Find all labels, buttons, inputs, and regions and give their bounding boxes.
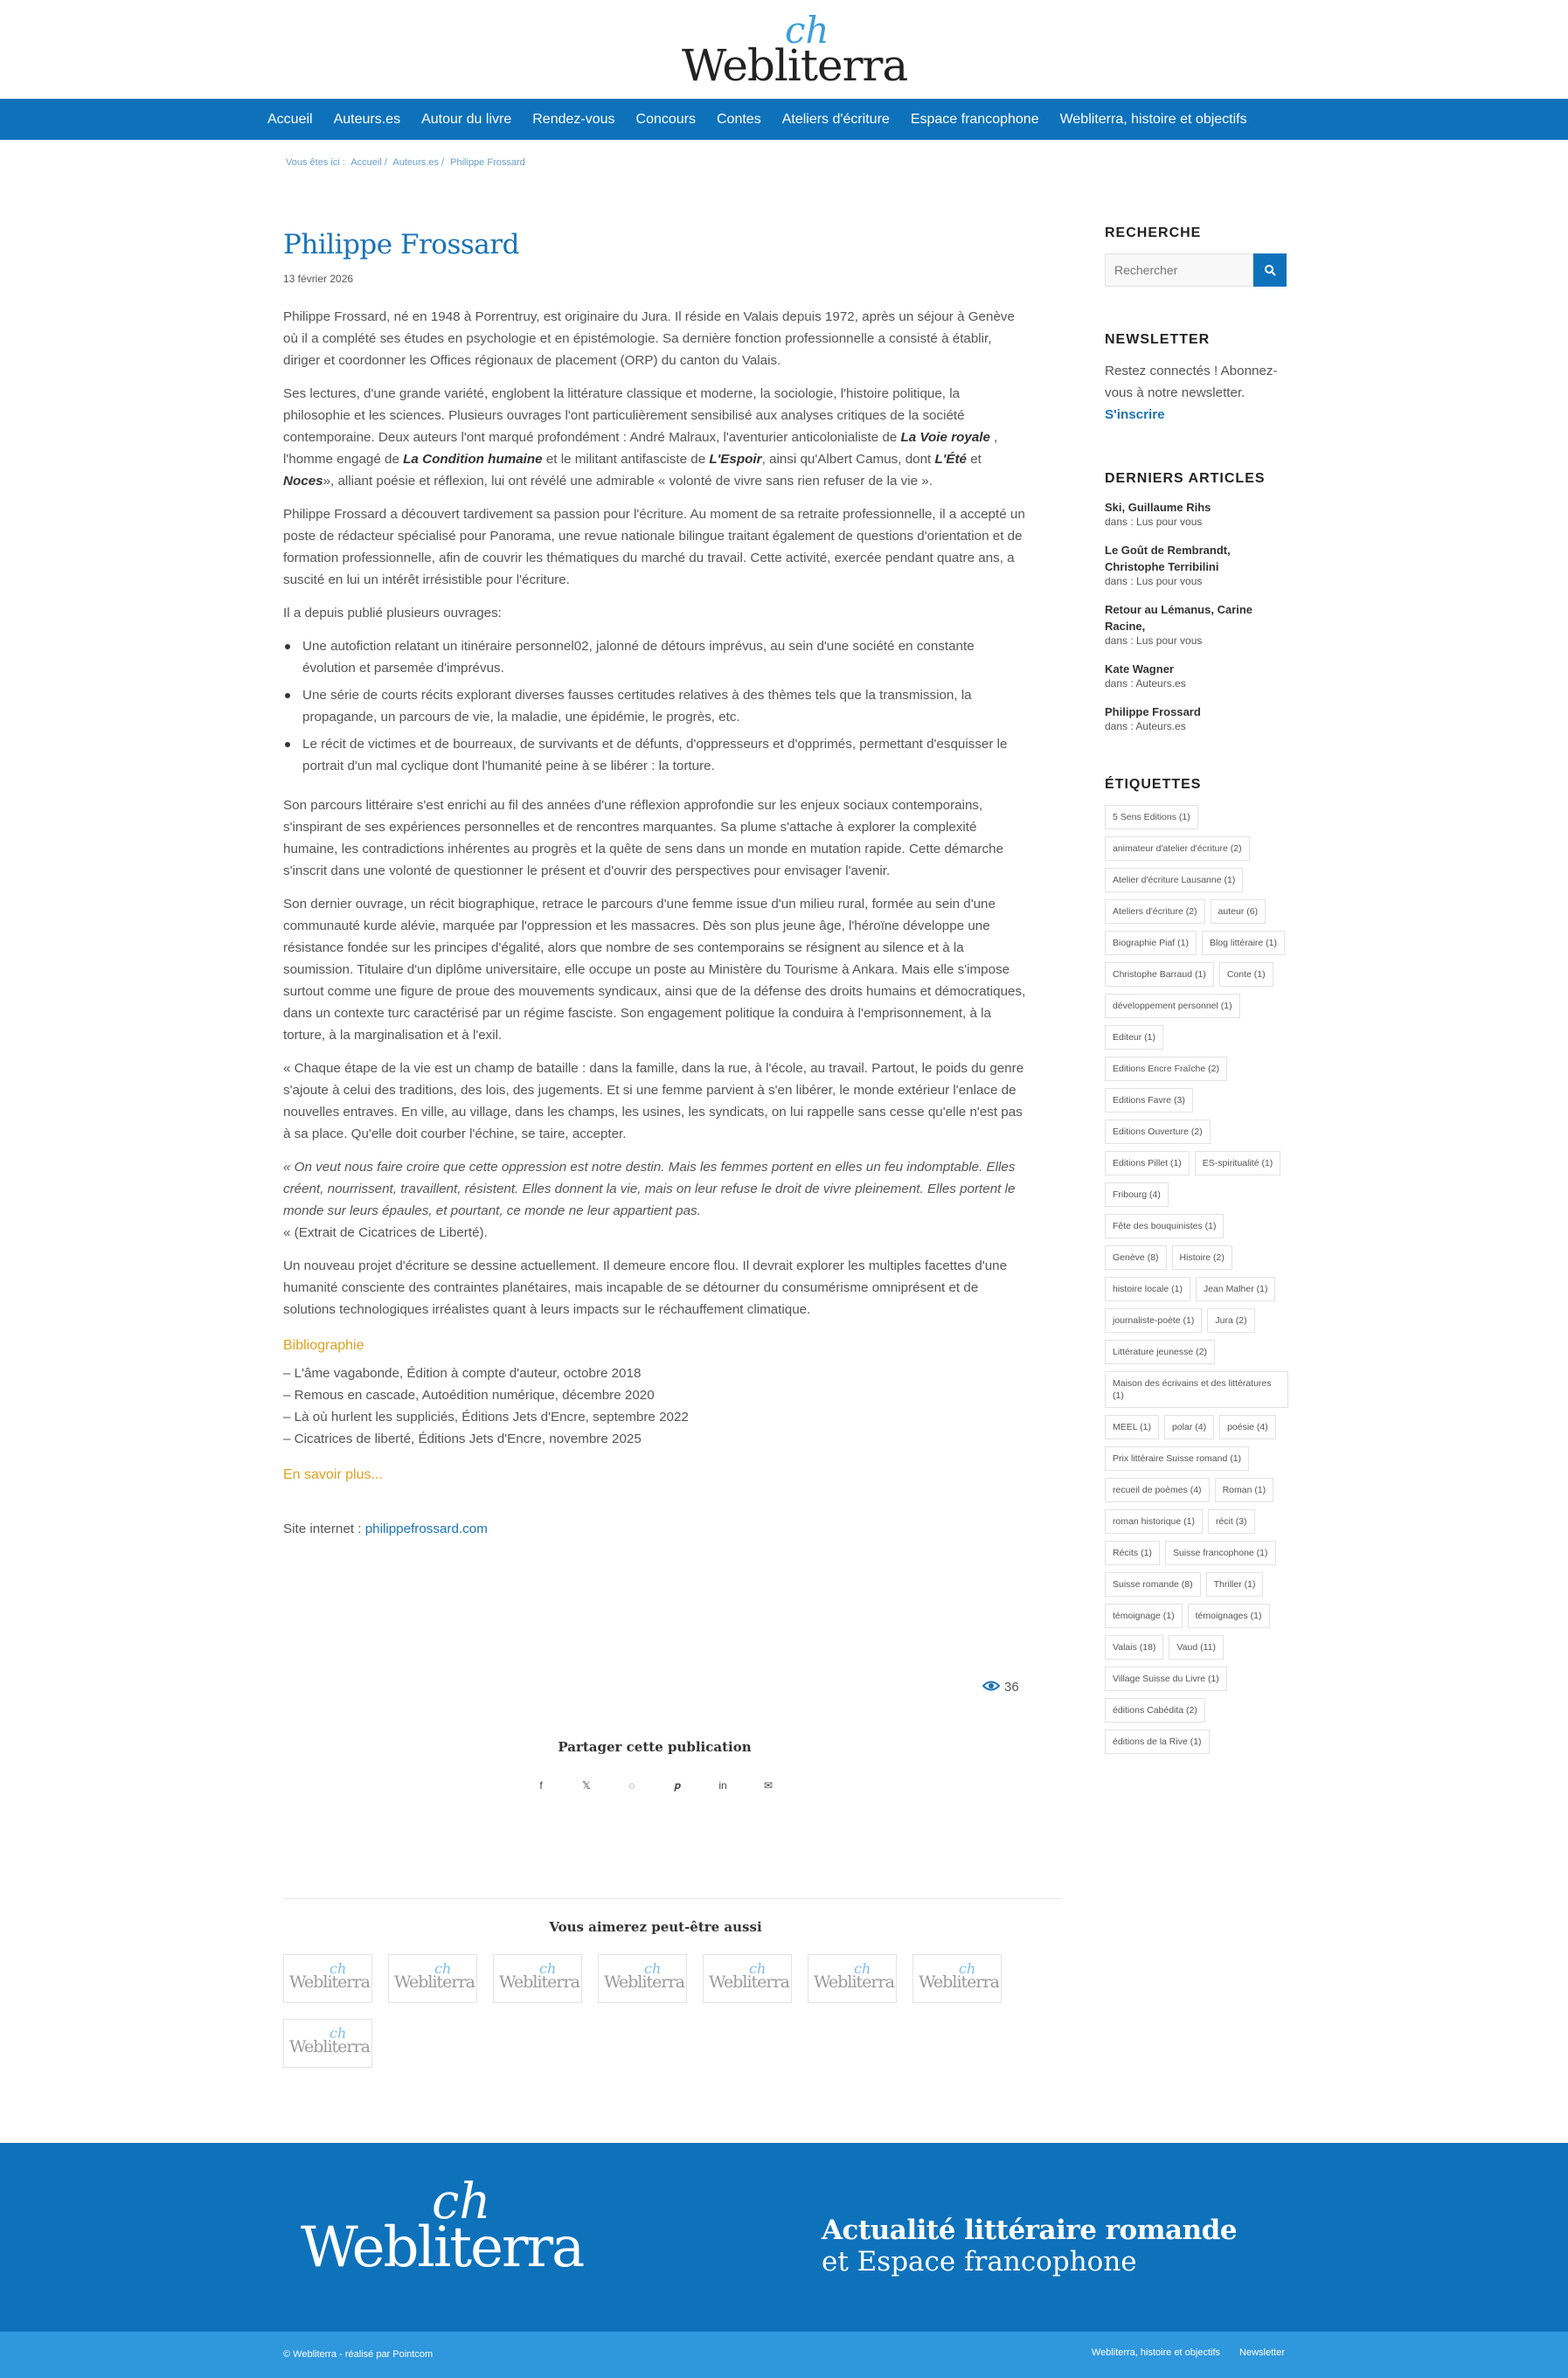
tag-link[interactable]: Blog littéraire (1): [1202, 931, 1285, 955]
paragraph: Philippe Frossard, né en 1948 à Porrentruy, est originaire du Jura. Il réside en Valais depuis 1972, après un séjour à Genève où il a complété ses études en psychologie et en épistémologie. Sa dernière fonction professionnelle a consisté à établir, diriger et coordonner les Offices régionaux de placement (ORP) du canton du Valais.: [283, 309, 1015, 368]
footer-tagline: Actualité littéraire romande et Espace francophone: [822, 2215, 1238, 2277]
recent-article-title[interactable]: Ski, Guillaume Rihs: [1105, 501, 1211, 514]
recent-article[interactable]: [1105, 704, 1288, 733]
website-link[interactable]: philippefrossard.com: [364, 1522, 488, 1536]
related-thumbnail[interactable]: ch Webliterra: [283, 1954, 372, 2003]
footer-link-histoire[interactable]: Webliterra, histoire et objectifs: [1091, 2347, 1221, 2358]
related-thumbnail[interactable]: ch Webliterra: [703, 1954, 792, 2003]
breadcrumb-prefix: Vous êtes ici :: [286, 157, 345, 168]
bibliography-item: – Cicatrices de liberté, Éditions Jets d'Encre, novembre 2025: [283, 1432, 642, 1446]
search-input[interactable]: [1105, 253, 1253, 287]
tag-link[interactable]: éditions de la Rive (1): [1105, 1730, 1210, 1754]
divider: [283, 1898, 1063, 1899]
share-title: Partager cette publication: [558, 1739, 752, 1755]
paragraph: Il a depuis publié plusieurs ouvrages:: [283, 606, 502, 620]
tag-link[interactable]: Histoire (2): [1172, 1245, 1232, 1270]
newsletter-title: NEWSLETTER: [1105, 332, 1211, 347]
tag-cloud: [1105, 805, 1288, 1754]
bibliography: [283, 1362, 1026, 1450]
pinterest-icon[interactable]: 𝒑: [674, 1779, 681, 1792]
recent-article-title[interactable]: Kate Wagner: [1105, 662, 1174, 676]
tag-link[interactable]: témoignage (1): [1105, 1604, 1183, 1628]
nav-item[interactable]: Espace francophone: [910, 111, 1039, 127]
article: [283, 229, 1026, 1536]
tag-link[interactable]: Editeur (1): [1105, 1025, 1163, 1050]
tag-link[interactable]: animateur d'atelier d'écriture (2): [1105, 836, 1250, 861]
read-more-link[interactable]: En savoir plus...: [283, 1467, 383, 1482]
website-line: Site internet : philippefrossard.com: [283, 1522, 488, 1536]
nav-item[interactable]: Rendez-vous: [532, 111, 615, 127]
whatsapp-icon[interactable]: ◌: [628, 1779, 635, 1792]
nav-item[interactable]: Webliterra, histoire et objectifs: [1059, 111, 1247, 127]
tag-link[interactable]: Fête des bouquinistes (1): [1105, 1214, 1224, 1238]
footer-logo[interactable]: ch Webliterra: [301, 2173, 584, 2280]
breadcrumb-current: Philippe Frossard: [450, 157, 525, 168]
tag-link[interactable]: Editions Ouverture (2): [1105, 1120, 1211, 1144]
tag-link[interactable]: ES-spiritualité (1): [1195, 1151, 1281, 1175]
tag-link[interactable]: Biographie Piaf (1): [1105, 931, 1197, 955]
tag-link[interactable]: Thriller (1): [1206, 1572, 1264, 1597]
main-nav: [0, 99, 1568, 140]
paragraph: Son parcours littéraire s'est enrichi au fil des années d'une réflexion approfondie sur les enjeux sociaux contemporains, s'inspirant de ses expériences personnelles et de rencontres marquantes. Sa plume s'attache à explorer la complexité humaine, les contradictions inhérentes au progrès et la quête de sens dans un monde en mutation rapide. Cette démarche s'inscrit dans une volonté de questionner le présent et d'ouvrir des perspectives pour envisager l'avenir.: [283, 798, 1004, 878]
tag-link[interactable]: Prix littéraire Suisse romand (1): [1105, 1446, 1249, 1471]
related-thumbnail[interactable]: ch Webliterra: [493, 1954, 582, 2003]
search-button[interactable]: [1253, 253, 1287, 287]
recent-article[interactable]: [1105, 601, 1288, 648]
tag-link[interactable]: recueil de poèmes (4): [1105, 1478, 1210, 1502]
paragraph: Son dernier ouvrage, un récit biographique, retrace le parcours d'une femme issue d'un milieu rural, formée au sein d'une communauté kurde alévie, marquée par l'oppression et les massacres. Dès son plus jeune âge, l'héroïne développe une résistance fondée sur les principes d'égalité, alors que nombre de ses contemporains se résignent au silence et à la soumission. Titulaire d'un diplôme universitaire, elle occupe un poste au Ministère du Tourisme à Ankara. Mais elle s'impose surtout comme une figure de proue des mouvements syndicaux, ainsi que de la défense des droits humains et démocratiques, dans un contexte turc caractérisé par un régime fasciste. Son engagement politique la conduira à l'emprisonnement, à la torture, à la marginalisation et à l'exil.: [283, 897, 1026, 1043]
related-posts: [283, 1919, 1063, 2068]
tag-link[interactable]: poésie (4): [1219, 1415, 1276, 1439]
footer-link-newsletter[interactable]: Newsletter: [1239, 2347, 1285, 2358]
tag-link[interactable]: Atelier d'écriture Lausanne (1): [1105, 868, 1243, 892]
tag-link[interactable]: histoire locale (1): [1105, 1277, 1190, 1301]
recent-article-title[interactable]: Philippe Frossard: [1105, 705, 1201, 718]
tag-link[interactable]: Jean Malher (1): [1196, 1277, 1276, 1301]
tag-link[interactable]: Littérature jeunesse (2): [1105, 1340, 1215, 1364]
view-count: [982, 1680, 1019, 1695]
linkedin-icon[interactable]: in: [718, 1779, 727, 1792]
tag-link[interactable]: polar (4): [1164, 1415, 1214, 1439]
tag-link[interactable]: Editions Pillet (1): [1105, 1151, 1190, 1175]
tag-link[interactable]: Genève (8): [1105, 1245, 1167, 1270]
share-section: [283, 1739, 1026, 1792]
list-item: Le récit de victimes et de bourreaux, de survivants et de défunts, d'oppresseurs et d'opprimés, permettant d'esquisser le portrait d'un mal cyclique dont l'humanité peine à se libérer : la torture.: [302, 733, 1026, 777]
tag-link[interactable]: Suisse romande (8): [1105, 1572, 1201, 1597]
related-title: Vous aimerez peut-être aussi: [549, 1919, 762, 1935]
articles-title: DERNIERS ARTICLES: [1105, 471, 1266, 486]
breadcrumb-home[interactable]: Accueil: [350, 157, 382, 168]
tag-link[interactable]: 5 Sens Editions (1): [1105, 805, 1198, 829]
view-count-value: 36: [1004, 1680, 1019, 1695]
search-form: [1105, 253, 1288, 287]
recent-article-title[interactable]: Retour au Lémanus, Carine Racine,: [1105, 603, 1253, 633]
tag-link[interactable]: Conte (1): [1219, 962, 1273, 987]
tag-link[interactable]: Editions Encre Fraîche (2): [1105, 1057, 1227, 1081]
recent-articles: [1105, 499, 1288, 733]
tag-link[interactable]: roman historique (1): [1105, 1509, 1203, 1534]
subscribe-link[interactable]: S'inscrire: [1105, 407, 1165, 422]
recent-article-category: dans : Auteurs.es: [1105, 720, 1186, 732]
recent-article-category: dans : Auteurs.es: [1105, 677, 1186, 690]
bibliography-item: – Là où hurlent les suppliciés, Éditions Jets d'Encre, septembre 2022: [283, 1410, 689, 1425]
bibliography-item: – Remous en cascade, Autoédition numérique, décembre 2020: [283, 1388, 655, 1403]
related-thumbnail[interactable]: ch Webliterra: [912, 1954, 1002, 2003]
mail-icon[interactable]: ✉: [763, 1779, 774, 1792]
tag-link[interactable]: Jura (2): [1207, 1308, 1254, 1333]
search-title: RECHERCHE: [1105, 225, 1202, 240]
newsletter: [1105, 360, 1288, 426]
footer-bottom: [0, 2332, 1568, 2378]
recent-article-category: dans : Lus pour vous: [1105, 634, 1203, 647]
page-title: Philippe Frossard: [283, 229, 519, 260]
tag-link[interactable]: Village Suisse du Livre (1): [1105, 1667, 1227, 1691]
related-thumbnail[interactable]: ch Webliterra: [283, 2019, 372, 2068]
tag-link[interactable]: Valais (18): [1105, 1635, 1163, 1660]
breadcrumb: [286, 157, 529, 168]
bibliography-item: – L'âme vagabonde, Édition à compte d'auteur, octobre 2018: [283, 1366, 642, 1381]
tag-link[interactable]: MEEL (1): [1105, 1415, 1159, 1439]
nav-item[interactable]: Concours: [635, 111, 696, 127]
recent-article-title[interactable]: Le Goût de Rembrandt, Christophe Terribilini: [1105, 544, 1231, 573]
tag-link[interactable]: Suisse francophone (1): [1165, 1541, 1276, 1565]
breadcrumb-sep: /: [441, 157, 445, 168]
nav-item[interactable]: Autour du livre: [421, 111, 512, 127]
list-item: Une série de courts récits explorant diverses fausses certitudes relatives à des thèmes tels que la transmission, la propagande, un parcours de vie, la maladie, une épidémie, le progrès, etc.: [302, 684, 1026, 728]
recent-article[interactable]: [1105, 661, 1288, 690]
facebook-icon[interactable]: f: [539, 1779, 543, 1792]
copyright: © Webliterra - réalisé par Pointcom: [283, 2349, 434, 2360]
article-date: 13 février 2026: [283, 273, 354, 285]
logo-ch: ch: [785, 9, 829, 52]
recent-article[interactable]: [1105, 499, 1288, 529]
quote: « On veut nous faire croire que cette oppression est notre destin. Mais les femmes portent en elles un feu indomptable. Elles créent, nourrissent, travaillent, résistent. Elles donnent la vie, mais on leur refuse le droit de vivre pleinement. Elles portent le monde sur leurs épaules, et pourtant, ce monde ne leur appartient pas. « (Extrait de Cicatrices de Liberté).: [283, 1160, 1016, 1240]
nav-item[interactable]: Ateliers d'écriture: [781, 111, 890, 127]
sidebar: [1105, 225, 1288, 1754]
tag-link[interactable]: Editions Favre (3): [1105, 1088, 1193, 1113]
tag-link[interactable]: auteur (6): [1211, 899, 1266, 924]
logo-word: Webliterra: [682, 40, 908, 91]
works-list: [302, 635, 1026, 777]
x-icon[interactable]: 𝕏: [582, 1779, 591, 1792]
paragraph: Philippe Frossard a découvert tardivement sa passion pour l'écriture. Au moment de sa retraite professionnelle, il a accepté un poste de rédacteur spécialisé pour Panorama, une revue nationale bilingue traitant également de questions d'orientation et de formation professionnelle, afin de couvrir les thématiques du marché du travail. Cette activité, exercée pendant quatre ans, a suscité en lui un intérêt irrésistible pour l'écriture.: [283, 507, 1025, 587]
breadcrumb-auteurs[interactable]: Auteurs.es: [392, 157, 439, 168]
site-logo[interactable]: [682, 9, 908, 91]
paragraph: Ses lectures, d'une grande variété, englobent la littérature classique et moderne, la sociologie, l'histoire politique, la philosophie et les sciences. Plusieurs ouvrages l'ont particulièrement sensibilisé aux analyses critiques de la société contemporaine. Deux auteurs l'ont marqué profondément : André Malraux, l'aventurier anticolonialiste de La Voie royale , l'homme engagé de La Condition humaine et le militant antifasciste de L'Espoir, ainsi qu'Albert Camus, dont L'Été et Noces», alliant poésie et réflexion, lui ont révélé une admirable « volonté de vivre sans rien refuser de la vie ».: [283, 386, 998, 489]
related-thumbnail[interactable]: ch Webliterra: [598, 1954, 687, 2003]
tag-link[interactable]: Vaud (11): [1169, 1635, 1224, 1660]
tag-link[interactable]: Fribourg (4): [1105, 1182, 1169, 1207]
tag-link[interactable]: Maison des écrivains et des littératures (1): [1105, 1371, 1288, 1408]
tags-title: ÉTIQUETTES: [1105, 777, 1202, 792]
tag-link[interactable]: développement personnel (1): [1105, 994, 1240, 1018]
related-thumbnail[interactable]: ch Webliterra: [808, 1954, 897, 2003]
list-item: Une autofiction relatant un itinéraire personnel02, jalonné de détours imprévus, au sein d'une société en constante évolution et parsemée d'imprévus.: [302, 635, 1026, 679]
bibliography-title: Bibliographie: [283, 1338, 364, 1353]
site-header: [0, 0, 1568, 99]
tag-link[interactable]: récit (3): [1208, 1509, 1255, 1534]
tag-link[interactable]: témoignages (1): [1188, 1604, 1270, 1628]
paragraph: Un nouveau projet d'écriture se dessine actuellement. Il demeure encore flou. Il devrait explorer les multiples facettes d'une humanité consciente des contraintes planétaires, mais incapable de se détourner du consumérisme omniprésent et de solutions technologiques irréalistes quant à leurs impacts sur le réchauffement climatique.: [283, 1258, 1008, 1317]
paragraph: « Chaque étape de la vie est un champ de bataille : dans la famille, dans la rue, à l'école, au travail. Partout, le poids du genre s'ajoute à celui des traditions, des lois, des jugements. Et si une femme parvient à s'en libérer, le monde extérieur l'enlace de nouvelles entraves. En ville, au village, dans les champs, les usines, les syndicats, on lui rappelle sans cesse qu'elle n'est pas à sa place. Qu'elle doit courber l'échine, se taire, accepter.: [283, 1061, 1024, 1141]
nav-item[interactable]: Contes: [717, 111, 761, 127]
eye-icon: [982, 1680, 1000, 1695]
tag-link[interactable]: Christophe Barraud (1): [1105, 962, 1214, 987]
nav-item[interactable]: Accueil: [267, 111, 313, 127]
tag-link[interactable]: journaliste-poète (1): [1105, 1308, 1202, 1333]
tag-link[interactable]: Roman (1): [1215, 1478, 1274, 1502]
nav-item[interactable]: Auteurs.es: [333, 111, 401, 127]
tag-link[interactable]: Récits (1): [1105, 1541, 1160, 1565]
tag-link[interactable]: éditions Cabédita (2): [1105, 1698, 1205, 1723]
related-thumbnail[interactable]: ch Webliterra: [388, 1954, 477, 2003]
recent-article-category: dans : Lus pour vous: [1105, 516, 1203, 528]
breadcrumb-sep: /: [384, 157, 387, 168]
tag-link[interactable]: Ateliers d'écriture (2): [1105, 899, 1205, 924]
recent-article-category: dans : Lus pour vous: [1105, 575, 1203, 587]
site-footer: [0, 2143, 1568, 2332]
recent-article[interactable]: [1105, 542, 1288, 588]
search-icon: [1264, 264, 1276, 276]
newsletter-text: Restez connectés ! Abonnez-vous à notre newsletter.: [1105, 364, 1278, 400]
